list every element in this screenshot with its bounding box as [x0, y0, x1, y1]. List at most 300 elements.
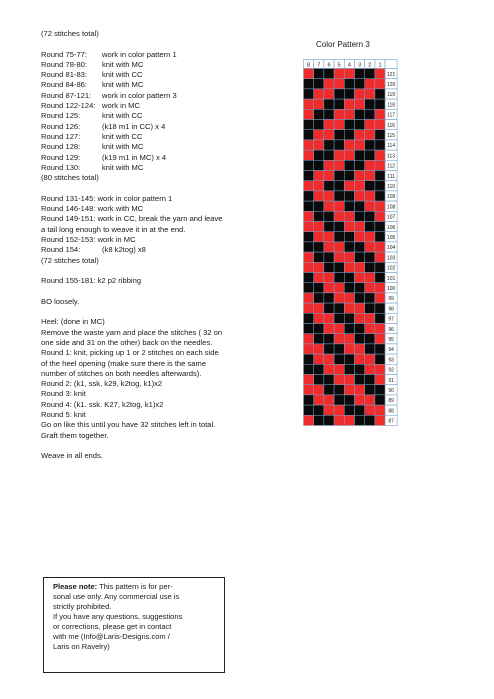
stitch-cell [344, 232, 354, 242]
stitch-cell [324, 140, 334, 150]
stitch-cell [375, 69, 385, 79]
stitch-cell [314, 242, 324, 252]
round-instruction: knit with MC [102, 59, 144, 69]
column-label: 6 [327, 62, 331, 69]
row-label: 120 [386, 82, 396, 88]
stitch-cell [324, 293, 334, 303]
row-label: 87 [388, 418, 394, 425]
stitch-cell [365, 313, 375, 323]
stitch-cell [314, 354, 324, 364]
column-label: 1 [378, 62, 382, 69]
row-label: 114 [387, 143, 396, 150]
stitch-cell [355, 364, 365, 374]
stitch-cell [324, 385, 334, 395]
copyright-note [43, 577, 225, 673]
instruction-line [41, 142, 271, 152]
header-corner [385, 60, 397, 69]
round-instruction: knit with MC [102, 142, 144, 152]
instruction-line [41, 50, 271, 60]
stitch-cell [365, 171, 375, 181]
stitch-cell [344, 364, 354, 374]
round-label: Round 78-80: [41, 59, 88, 69]
stitch-cell [304, 109, 314, 119]
stitch-cell [324, 283, 334, 293]
round-label: Round 130: [41, 162, 81, 172]
stitch-cell [304, 89, 314, 99]
stitch-cell [355, 334, 365, 344]
stitch-cell [324, 160, 334, 170]
stitch-cell [365, 150, 375, 160]
stitch-cell [334, 130, 344, 140]
stitch-cell [304, 354, 314, 364]
instruction-line: Go on like this until you have 32 stitches left in total. [41, 420, 216, 430]
stitch-cell [314, 150, 324, 160]
row-label: 97 [388, 316, 394, 323]
stitch-cell [314, 344, 324, 354]
stitch-cell [375, 313, 385, 323]
stitch-cell [324, 405, 334, 415]
stitch-cell [355, 201, 365, 211]
stitch-cell [324, 89, 334, 99]
stitch-cell [375, 130, 385, 140]
stitch-cell [344, 252, 354, 262]
stitch-cell [355, 283, 365, 293]
column-label: 4 [347, 62, 351, 69]
stitch-cell [304, 171, 314, 181]
stitch-cell [344, 283, 354, 293]
column-label: 8 [307, 62, 311, 69]
stitch-cell [355, 303, 365, 313]
instruction-line: Round 1: knit, picking up 1 or 2 stitches on each side [41, 348, 219, 358]
stitch-cell [334, 273, 344, 283]
stitch-cell [324, 262, 334, 272]
stitch-cell [355, 109, 365, 119]
stitch-cell [324, 232, 334, 242]
stitch-cell [304, 395, 314, 405]
row-label: 100 [386, 286, 396, 292]
stitch-cell [344, 313, 354, 323]
stitch-cell [355, 120, 365, 130]
stitch-cell [365, 79, 375, 89]
stitch-cell [334, 160, 344, 170]
stitch-cell [314, 211, 324, 221]
column-label: 7 [317, 62, 321, 69]
round-instruction: work in MC [102, 101, 140, 111]
stitch-cell [334, 283, 344, 293]
color-pattern-chart [303, 59, 408, 464]
stitch-cell [375, 364, 385, 374]
stitch-cell [334, 120, 344, 130]
stitch-cell [334, 313, 344, 323]
stitch-cell [324, 242, 334, 252]
instruction-line [41, 101, 271, 111]
stitch-cell [355, 140, 365, 150]
stitch-cell [344, 262, 354, 272]
row-label: 115 [387, 133, 396, 139]
stitch-cell [334, 364, 344, 374]
stitch-cell [344, 79, 354, 89]
row-label: 121 [386, 71, 396, 78]
stitch-cell [365, 262, 375, 272]
row-label: 107 [386, 214, 396, 221]
row-label: 101 [386, 275, 396, 282]
stitch-cell [314, 171, 324, 181]
stitch-cell [344, 181, 354, 191]
stitch-cell [334, 232, 344, 242]
instruction-line [41, 60, 271, 70]
stitch-cell [304, 324, 314, 334]
stitch-cell [375, 252, 385, 262]
instruction-line [41, 245, 271, 255]
stitch-cell [304, 303, 314, 313]
stitch-cell [355, 99, 365, 109]
stitch-cell [365, 293, 375, 303]
stitch-cell [375, 191, 385, 201]
stitch-cell [334, 293, 344, 303]
instruction-line [41, 163, 271, 173]
stitch-cell [314, 375, 324, 385]
round-label: Round 154: [41, 245, 81, 255]
stitch-cell [334, 99, 344, 109]
instruction-line: Remove the waste yarn and place the stitches ( 32 on [41, 327, 223, 337]
stitch-cell [375, 150, 385, 160]
stitch-cell [355, 324, 365, 334]
stitch-cell [355, 89, 365, 99]
stitch-cell [324, 79, 334, 89]
stitch-cell [344, 375, 354, 385]
stitch-cell [365, 354, 375, 364]
stitch-cell [344, 273, 354, 283]
stitch-cell [375, 303, 385, 313]
stitch-cell [334, 334, 344, 344]
round-label: Round 127: [41, 131, 81, 141]
stitch-cell [314, 89, 324, 99]
note-line-0: This pattern is for per- [97, 582, 173, 591]
stitch-cell [314, 201, 324, 211]
instruction-line: BO loosely. [41, 296, 80, 306]
stitch-cell [314, 130, 324, 140]
stitch-cell [324, 109, 334, 119]
stitch-cell [304, 405, 314, 415]
row-label: 90 [388, 388, 394, 394]
stitch-cell [344, 385, 354, 395]
stitch-cell [355, 344, 365, 354]
stitch-cell [365, 140, 375, 150]
stitch-cell [344, 405, 354, 415]
row-label: 117 [387, 112, 396, 119]
stitch-cell [365, 395, 375, 405]
stitch-cell [355, 150, 365, 160]
stitch-cell [375, 283, 385, 293]
column-label: 3 [358, 62, 362, 69]
instruction-line [41, 111, 271, 121]
stitch-cell [334, 201, 344, 211]
round-label: Round 122-124: [41, 101, 96, 111]
instruction-line: Round 146-148: work with MC [41, 204, 144, 214]
stitch-cell [375, 375, 385, 385]
stitch-cell [355, 79, 365, 89]
stitch-cell [324, 150, 334, 160]
stitch-cell [334, 385, 344, 395]
stitch-cell [334, 375, 344, 385]
stitch-cell [365, 415, 375, 425]
stitch-cell [324, 120, 334, 130]
stitch-cell [324, 99, 334, 109]
stitch-cell [344, 109, 354, 119]
stitch-cell [304, 385, 314, 395]
stitch-cell [344, 354, 354, 364]
round-label: Round 126: [41, 121, 81, 131]
row-label: 112 [387, 163, 396, 170]
instruction-line: Round 5: knit [41, 409, 86, 419]
stitch-cell [375, 222, 385, 232]
stitch-cell [344, 89, 354, 99]
row-label: 93 [388, 357, 394, 364]
stitch-cell [304, 120, 314, 130]
stitch-cell [304, 191, 314, 201]
row-label: 103 [386, 255, 396, 262]
stitch-cell [355, 160, 365, 170]
stitch-cell [365, 201, 375, 211]
stitch-cell [355, 181, 365, 191]
instruction-line [41, 80, 271, 90]
stitch-cell [365, 273, 375, 283]
stitch-cell [365, 334, 375, 344]
stitch-cell [365, 89, 375, 99]
stitch-cell [314, 79, 324, 89]
stitch-cell [375, 201, 385, 211]
stitch-cell [324, 201, 334, 211]
stitch-cell [314, 99, 324, 109]
note-line-5: with me (Info@Laris-Designs.com / [53, 632, 170, 641]
stitch-cell [324, 222, 334, 232]
stitch-cell [324, 334, 334, 344]
stitch-cell [375, 344, 385, 354]
stitch-cell [375, 242, 385, 252]
stitch-cell [304, 140, 314, 150]
instruction-line: Round 155-181: k2 p2 ribbing [41, 276, 142, 286]
stitch-cell [375, 181, 385, 191]
stitch-cell [355, 191, 365, 201]
stitch-cell [314, 232, 324, 242]
row-label: 96 [388, 326, 394, 333]
instruction-line: Weave in all ends. [41, 451, 103, 461]
stitch-cell [365, 160, 375, 170]
row-label: 118 [387, 102, 396, 109]
round-label: Round 125: [41, 111, 81, 121]
stitch-cell [314, 273, 324, 283]
stitch-cell [324, 130, 334, 140]
stitch-cell [375, 354, 385, 364]
stitch-cell [375, 273, 385, 283]
stitch-cell [344, 69, 354, 79]
instruction-line: (72 stitches total) [41, 29, 99, 38]
blank-line [41, 183, 271, 193]
stitch-cell [334, 222, 344, 232]
stitch-cell [365, 303, 375, 313]
stitch-cell [304, 160, 314, 170]
round-instruction: knit with MC [102, 162, 144, 172]
stitch-cell [334, 344, 344, 354]
instruction-line: Round 4: (k1. ssk. K27, k2tog, k1)x2 [41, 399, 164, 409]
row-label: 116 [387, 122, 396, 129]
stitch-cell [324, 69, 334, 79]
instruction-line: (80 stitches total) [41, 173, 99, 183]
stitch-cell [334, 211, 344, 221]
stitch-cell [375, 232, 385, 242]
stitch-cell [304, 313, 314, 323]
stitch-cell [365, 252, 375, 262]
stitch-cell [334, 150, 344, 160]
round-instruction: knit with MC [102, 80, 144, 90]
stitch-cell [304, 252, 314, 262]
note-line-3: If you have any questions, suggestions [53, 612, 183, 621]
stitch-cell [324, 171, 334, 181]
row-label: 92 [388, 367, 394, 374]
stitch-cell [304, 201, 314, 211]
stitch-cell [304, 181, 314, 191]
stitch-cell [314, 69, 324, 79]
stitch-cell [314, 191, 324, 201]
stitch-cell [324, 273, 334, 283]
round-instruction: knit with CC [102, 131, 143, 141]
stitch-cell [304, 262, 314, 272]
stitch-cell [344, 344, 354, 354]
stitch-cell [375, 293, 385, 303]
round-instruction: knit with CC [102, 111, 143, 121]
stitch-cell [375, 140, 385, 150]
stitch-cell [304, 415, 314, 425]
stitch-cell [344, 303, 354, 313]
stitch-cell [365, 375, 375, 385]
stitch-cell [355, 273, 365, 283]
stitch-cell [314, 324, 324, 334]
stitch-cell [344, 120, 354, 130]
stitch-cell [314, 181, 324, 191]
stitch-cell [365, 120, 375, 130]
stitch-cell [344, 99, 354, 109]
stitch-cell [334, 415, 344, 425]
stitch-cell [334, 262, 344, 272]
row-label: 110 [387, 184, 396, 190]
stitch-cell [334, 79, 344, 89]
stitch-cell [355, 130, 365, 140]
row-label: 109 [386, 194, 396, 201]
stitch-cell [314, 109, 324, 119]
round-label: Round 84-86: [41, 80, 88, 90]
stitch-cell [355, 354, 365, 364]
instruction-line [41, 70, 271, 80]
stitch-cell [304, 130, 314, 140]
stitch-cell [344, 150, 354, 160]
stitch-cell [314, 385, 324, 395]
stitch-cell [304, 69, 314, 79]
row-label: 119 [387, 92, 396, 99]
instruction-line: Round 152-153: work in MC [41, 234, 136, 244]
stitch-cell [314, 283, 324, 293]
stitch-cell [304, 344, 314, 354]
stitch-cell [375, 262, 385, 272]
stitch-cell [365, 364, 375, 374]
stitch-cell [324, 191, 334, 201]
stitch-cell [365, 99, 375, 109]
stitch-cell [344, 201, 354, 211]
stitch-cell [344, 130, 354, 140]
stitch-cell [304, 222, 314, 232]
stitch-cell [314, 160, 324, 170]
stitch-cell [355, 415, 365, 425]
row-label: 104 [386, 245, 396, 252]
stitch-cell [375, 334, 385, 344]
stitch-cell [355, 211, 365, 221]
stitch-cell [365, 242, 375, 252]
stitch-cell [314, 293, 324, 303]
stitch-cell [304, 211, 314, 221]
row-label: 106 [386, 224, 396, 231]
instruction-line: Round 3: knit [41, 389, 86, 399]
column-label: 5 [337, 62, 341, 69]
stitch-cell [365, 109, 375, 119]
stitch-cell [324, 344, 334, 354]
instruction-line: Round 149-151: work in CC, break the yarn and leave [41, 214, 223, 224]
row-label: 95 [388, 337, 394, 343]
row-label: 88 [388, 408, 394, 415]
note-line-2: strictly prohibited. [53, 602, 112, 611]
stitch-cell [334, 171, 344, 181]
stitch-cell [365, 69, 375, 79]
stitch-cell [365, 405, 375, 415]
instruction-line: Heel: (done in MC) [41, 317, 105, 327]
row-label: 99 [388, 296, 394, 303]
stitch-cell [375, 171, 385, 181]
stitch-cell [324, 252, 334, 262]
instruction-line: one side and 31 on the other) back on the needles. [41, 337, 213, 347]
stitch-cell [355, 262, 365, 272]
stitch-cell [355, 375, 365, 385]
stitch-cell [304, 273, 314, 283]
round-label: Round 128: [41, 142, 81, 152]
stitch-cell [304, 232, 314, 242]
stitch-cell [314, 252, 324, 262]
stitch-cell [304, 334, 314, 344]
stitch-cell [344, 191, 354, 201]
stitch-cell [304, 99, 314, 109]
instruction-line: of the heel opening (make sure there is the same [41, 358, 207, 368]
stitch-cell [334, 242, 344, 252]
stitch-cell [375, 395, 385, 405]
note-line-6: Laris on Ravelry) [53, 642, 110, 651]
stitch-cell [355, 222, 365, 232]
stitch-cell [375, 160, 385, 170]
stitch-cell [365, 211, 375, 221]
stitch-cell [334, 303, 344, 313]
round-label: Round 75-77: [41, 49, 88, 59]
chart-title: Color Pattern 3 [316, 40, 370, 49]
instruction-line [41, 153, 271, 163]
row-label: 108 [386, 204, 396, 211]
stitch-cell [334, 395, 344, 405]
stitch-cell [355, 385, 365, 395]
round-label: Round 87-121: [41, 90, 92, 100]
blank-line [41, 39, 271, 49]
stitch-cell [304, 283, 314, 293]
row-label: 102 [386, 265, 396, 272]
stitch-cell [344, 211, 354, 221]
stitch-cell [324, 313, 334, 323]
stitch-cell [314, 262, 324, 272]
note-line-1: sonal use only. Any commercial use is [53, 592, 180, 601]
stitch-cell [344, 222, 354, 232]
